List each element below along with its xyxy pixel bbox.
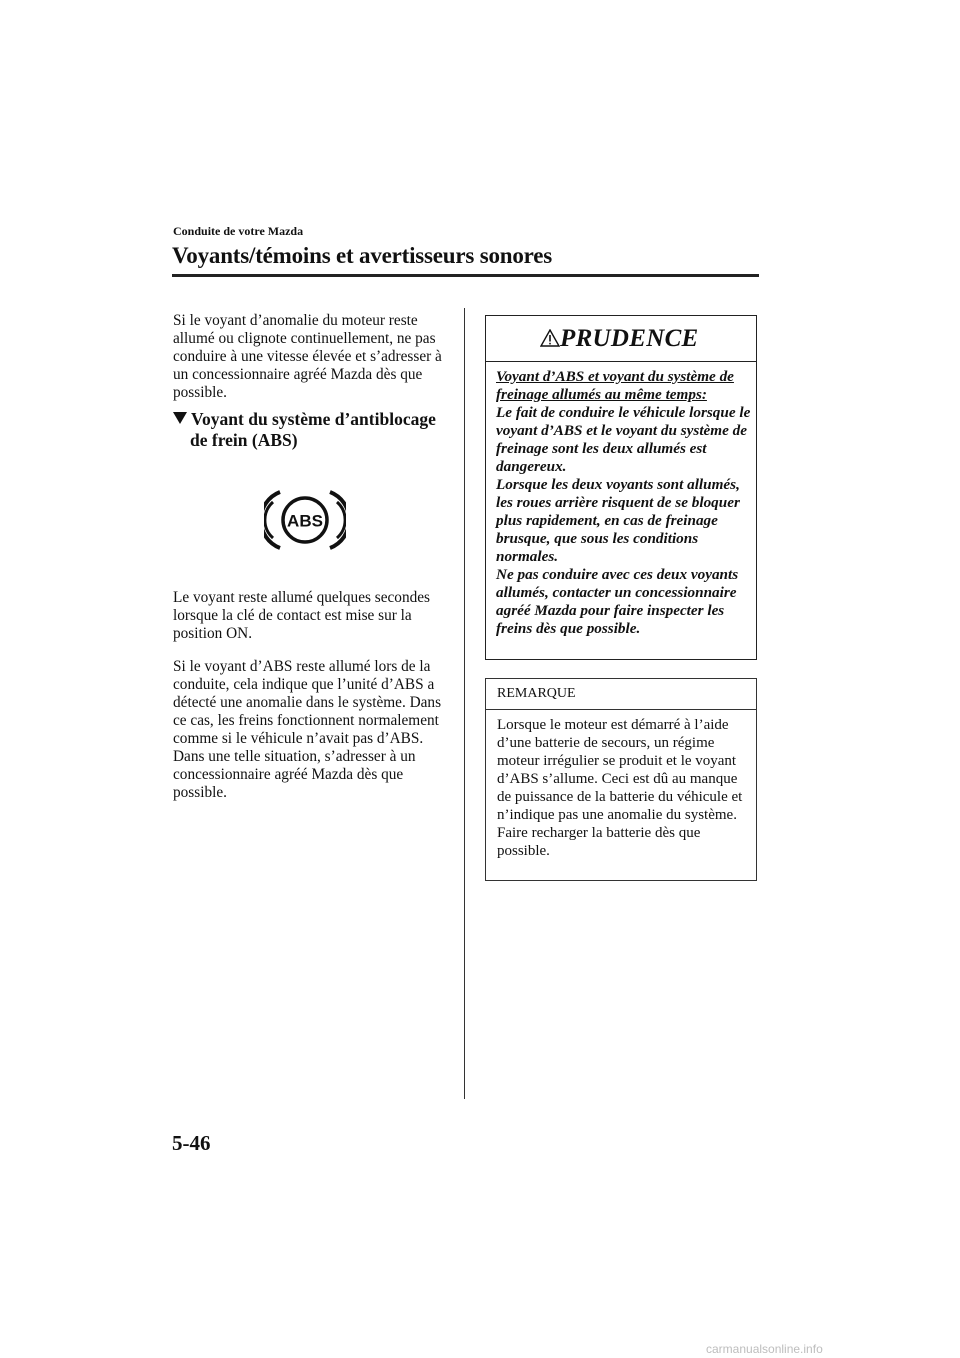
note-title: REMARQUE <box>497 686 576 701</box>
abs-icon-label: ABS <box>287 511 323 531</box>
triangle-bullet-icon <box>173 412 187 424</box>
caution-header <box>486 316 756 362</box>
caution-box <box>485 315 757 660</box>
caution-underlined-heading: Voyant d’ABS et voyant du système de freinage allumés au même temps: <box>496 368 734 403</box>
note-text-1: Lorsque le moteur est démarré à l’aide d’une batterie de secours, un régime moteur irrégulier se produit et le voyant d’ABS s’allume. Ceci est dû au manque de puissance de la batterie du véhicule et n’indique pas une anomalie du système. <box>497 717 743 823</box>
warning-triangle-icon <box>540 329 560 347</box>
caution-body <box>496 368 752 638</box>
section-label: Conduite de votre Mazda <box>173 224 304 238</box>
paragraph-ignition: Le voyant reste allumé quelques secondes lorsque la clé de contact est mise sur la position ON. <box>173 589 430 642</box>
note-header <box>486 679 756 710</box>
abs-warning-icon <box>264 488 346 552</box>
paragraph-abs-fault-text: Si le voyant d’ABS reste allumé lors de la conduite, cela indique que l’unité d’ABS a détecté une anomalie dans le système. Dans ce cas, les freins fonctionnent normalement comme si le véhicule n’avait pas d’ABS. <box>173 658 442 747</box>
paragraph-abs-fault <box>173 658 458 802</box>
abs-subheading <box>173 409 458 451</box>
note-box <box>485 678 757 881</box>
intro-paragraph: Si le voyant d’anomalie du moteur reste allumé ou clignote continuellement, ne pas conduire à une vitesse élevée et s’adresser à un concessionnaire agréé Mazda dès que possible. <box>173 312 442 401</box>
caution-title: PRUDENCE <box>560 325 699 352</box>
chapter-title: Voyants/témoins et avertisseurs sonores <box>172 243 552 268</box>
column-divider <box>464 308 465 1099</box>
note-body <box>497 716 753 860</box>
subheading-line2: de frein (ABS) <box>190 430 298 450</box>
note-text-2: Faire recharger la batterie dès que possible. <box>497 825 701 859</box>
page-number: 5-46 <box>172 1131 211 1155</box>
caution-text-3: Ne pas conduire avec ces deux voyants allumés, contacter un concessionnaire agréé Mazda pour faire inspecter les freins dès que possible. <box>496 566 739 637</box>
watermark: carmanualsonline.info <box>706 1342 823 1356</box>
subheading-line1: Voyant du système d’antiblocage <box>191 409 436 429</box>
paragraph-contact-dealer: Dans une telle situation, s’adresser à un concessionnaire agréé Mazda dès que possible. <box>173 748 416 801</box>
caution-text-2: Lorsque les deux voyants sont allumés, les roues arrière risquent de se bloquer plus rapidement, en cas de freinage brusque, que sous les conditions normales. <box>496 476 740 565</box>
header-rule <box>172 274 759 277</box>
caution-text-1: Le fait de conduire le véhicule lorsque le voyant d’ABS et le voyant du système de freinage sont les deux allumés est dangereux. <box>496 404 751 475</box>
